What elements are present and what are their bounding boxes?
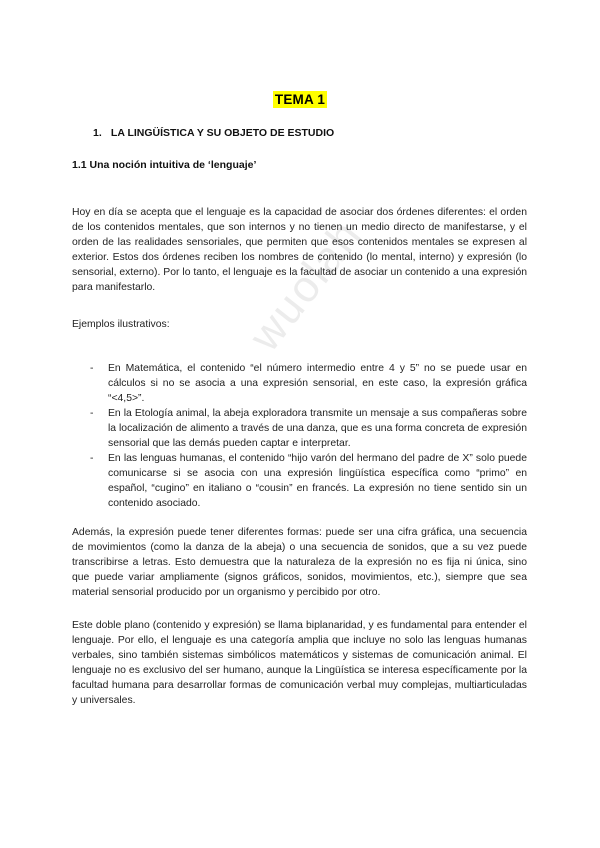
examples-list — [90, 361, 527, 511]
list-item — [90, 451, 527, 511]
list-bullet: - — [90, 363, 94, 374]
section-label: LA LINGÜÍSTICA Y SU OBJETO DE ESTUDIO — [110, 127, 335, 139]
list-item — [90, 361, 527, 406]
list-bullet: - — [90, 453, 94, 464]
watermark: wuolah — [240, 210, 372, 361]
page-title: TEMA 1 — [274, 92, 326, 107]
list-item-text: En Matemática, el contenido “el número intermedio entre 4 y 5” no se puede usar en cálculos si no se asocia a una expresión sensorial, en este caso, la expresión gráfica “<4,5>”. — [108, 363, 527, 404]
list-item — [90, 406, 527, 451]
paragraph-biplanarity: Este doble plano (contenido y expresión) se llama biplanaridad, y es fundamental para entender el lenguaje. Por ello, el lenguaje es una categoría amplia que incluye no solo las lenguas humanas verbales, sino también sistemas simbólicos matemáticos y sistemas de comunicación animal. El lenguaje no es exclusivo del ser humano, aunque la Lingüística se interesa específicamente por la facultad humana para desarrollar formas de comunicación verbal muy complejas, multiarticuladas y universales. — [72, 620, 527, 706]
paragraph-intro: Hoy en día se acepta que el lenguaje es la capacidad de asociar dos órdenes diferentes: el orden de los contenidos mentales, que son internos y no tienen un medio directo de manifestarse, y el orden de las realidades sensoriales, que permiten que esos contenidos mentales se expresen al exterior. Estos dos órdenes reciben los nombres de contenido (lo mental, interno) y expresión (lo sensorial, externo). Por lo tanto, el lenguaje es la facultad de asociar un contenido a una expresión para manifestarlo. — [72, 207, 527, 293]
examples-label: Ejemplos ilustrativos: — [72, 319, 170, 330]
title-container — [0, 91, 600, 109]
list-item-text: En las lenguas humanas, el contenido “hijo varón del hermano del padre de X” solo puede comunicarse si se asocia con una expresión lingüística específica como “primo” en español, “cugino” en italiano o “cousin” en francés. La expresión no tiene sentido sin un contenido asociado. — [108, 453, 527, 509]
list-bullet: - — [90, 408, 94, 419]
section-heading — [93, 127, 334, 140]
subsection-heading: 1.1 Una noción intuitiva de ‘lenguaje’ — [72, 159, 257, 171]
paragraph-expression-forms: Además, la expresión puede tener diferentes formas: puede ser una cifra gráfica, una secuencia de movimientos (como la danza de la abeja) o una secuencia de sonidos, que a su vez puede transcribirse a letras. Esto demuestra que la naturaleza de la expresión no es fija ni única, sino que puede variar ampliamente (signos gráficos, sonidos, movimientos, etc.), siempre que sea material sensorial producido por un organismo y percibido por otro. — [72, 527, 527, 598]
list-item-text: En la Etología animal, la abeja exploradora transmite un mensaje a sus compañeras sobre la localización de alimento a través de una danza, que es una forma concreta de expresión sensorial que las demás pueden captar e interpretar. — [108, 408, 527, 449]
section-number: 1. — [93, 127, 102, 139]
